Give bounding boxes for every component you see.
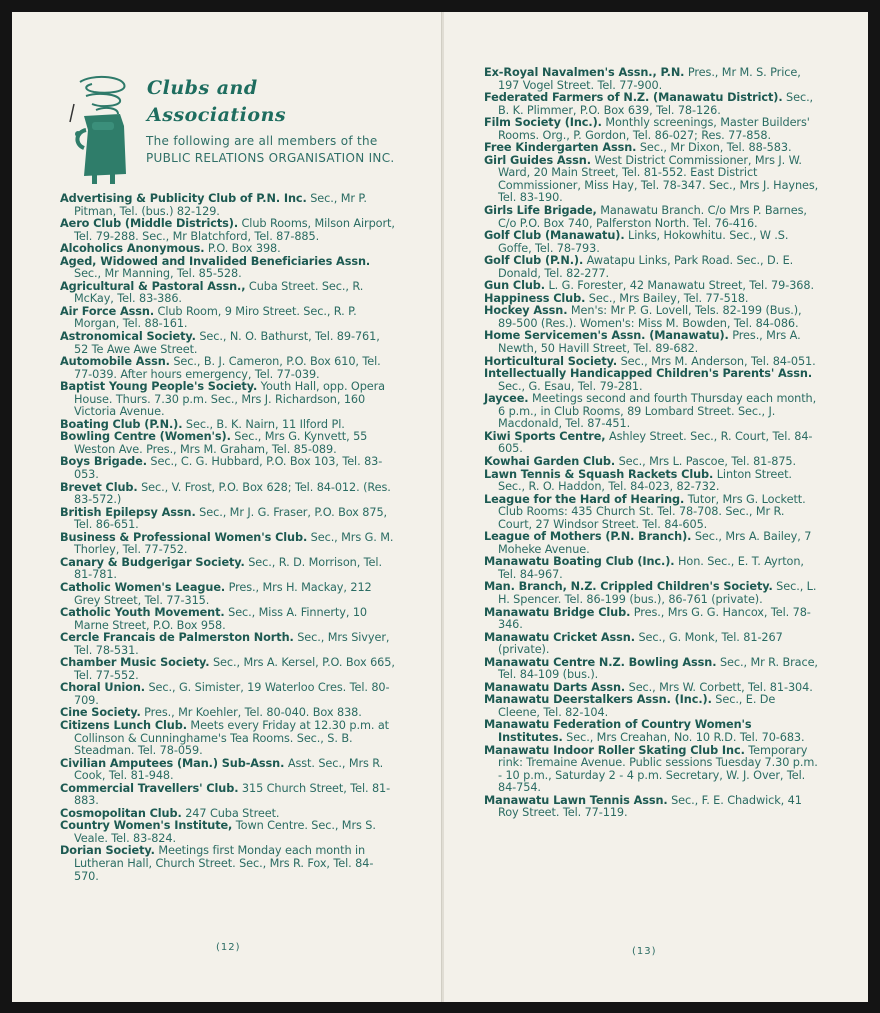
directory-entry — [484, 694, 819, 719]
entry-details: Sec., N. O. Bathurst, Tel. 89-761, 52 Te Awe Awe Street. — [74, 330, 380, 356]
directory-entry — [60, 657, 396, 682]
entry-details: Tutor, Mrs G. Lockett. Club Rooms: 435 Church St. Tel. 78-708. Sec., Mr R. Court, 27 Windsor Street. Tel. 84-605. — [498, 492, 806, 531]
entry-name: Manawatu Federation of Country Women's Institutes. — [484, 718, 752, 744]
heading-line-2: Associations — [147, 104, 287, 126]
entry-name: Commercial Travellers' Club. — [60, 781, 239, 795]
entry-details: Ashley Street. Sec., R. Court, Tel. 84-605. — [498, 429, 813, 456]
right-page — [444, 12, 868, 1002]
entry-details: Sec., G. Monk, Tel. 81-267 (private). — [498, 630, 783, 657]
entry-details: Sec., Mr R. Brace, Tel. 84-109 (bus.). — [498, 655, 818, 682]
directory-entry — [484, 393, 819, 431]
directory-entry — [484, 92, 819, 117]
entry-name: Bowling Centre (Women's). — [60, 430, 231, 444]
directory-entry — [484, 255, 819, 280]
directory-entry — [60, 607, 396, 632]
directory-entry — [60, 482, 396, 507]
directory-entry — [484, 657, 819, 682]
entry-name: Kiwi Sports Centre, — [484, 429, 606, 443]
entry-name: Aged, Widowed and Invalided Beneficiaries Assn. — [60, 254, 371, 268]
entry-name: Girls Life Brigade, — [484, 204, 597, 218]
entry-name: Manawatu Lawn Tennis Assn. — [484, 793, 668, 807]
entry-name: Manawatu Deerstalkers Assn. (Inc.). — [484, 693, 712, 707]
entry-name: Choral Union. — [60, 681, 145, 695]
directory-entry — [60, 783, 396, 808]
entry-details: Sec., F. E. Chadwick, 41 Roy Street. Tel. 77-119. — [498, 793, 802, 820]
entry-details: Sec., Mr Manning, Tel. 85-528. — [74, 267, 242, 281]
entry-name: Cercle Francais de Palmerston North. — [60, 631, 294, 645]
entry-name: Man. Branch, N.Z. Crippled Children's Society. — [484, 580, 773, 594]
entry-name: Manawatu Darts Assn. — [484, 680, 626, 694]
entry-name: Manawatu Cricket Assn. — [484, 630, 635, 644]
directory-entry — [60, 557, 396, 582]
entry-details: Sec., Mrs A. Kersel, P.O. Box 665, Tel. 77-552. — [74, 656, 395, 682]
entry-name: Boys Brigade. — [60, 455, 147, 469]
entry-details: Club Rooms, Milson Airport, Tel. 79-288. Sec., Mr Blatchford, Tel. 87-885. — [74, 217, 395, 243]
entry-details: Sec., B. K. Nairn, 11 Ilford Pl. — [185, 417, 345, 431]
entry-details: Pres., Mrs G. G. Hancox, Tel. 78-346. — [498, 605, 811, 632]
entry-name: Brevet Club. — [60, 480, 138, 494]
entry-name: League for the Hard of Hearing. — [484, 492, 685, 506]
entry-name: Automobile Assn. — [60, 355, 170, 369]
entry-details: Pres., Mrs H. Mackay, 212 Grey Street, Tel. 77-315. — [74, 580, 372, 607]
entry-details: 247 Cuba Street. — [185, 806, 280, 820]
directory-entry — [484, 330, 819, 355]
entry-name: Federated Farmers of N.Z. (Manawatu District). — [484, 91, 783, 105]
directory-entry — [484, 469, 819, 494]
entry-name: Baptist Young People's Society. — [60, 380, 258, 394]
entry-details: Cuba Street. Sec., R. McKay, Tel. 83-386. — [74, 279, 364, 306]
entry-name: Chamber Music Society. — [60, 656, 210, 670]
entry-name: Manawatu Bridge Club. — [484, 605, 631, 619]
directory-entry — [484, 795, 819, 820]
entry-details: Manawatu Branch. C/o Mrs P. Barnes, C/o P.O. Box 740, Palferston North. Tel. 76-416. — [498, 204, 807, 230]
directory-entry — [60, 632, 396, 657]
entry-name: Home Servicemen's Assn. (Manawatu). — [484, 329, 729, 343]
directory-entry — [60, 331, 396, 356]
entry-details: Pres., Mr Koehler, Tel. 80-040. Box 838. — [144, 706, 362, 720]
directory-entry — [484, 205, 819, 230]
heading-line-1: Clubs and — [147, 77, 258, 99]
directory-entry — [60, 381, 396, 419]
entry-name: Citizens Lunch Club. — [60, 718, 187, 732]
entry-name: Cosmopolitan Club. — [60, 806, 182, 820]
left-page — [12, 12, 443, 1002]
entry-details: Sec., B. J. Cameron, P.O. Box 610, Tel. 77-039. After hours emergency, Tel. 77-039. — [74, 355, 381, 381]
entry-details: Meets every Friday at 12.30 p.m. at Collinson & Cunninghame's Tea Rooms. Sec., S. B. Steadman. Tel. 78-059. — [74, 718, 389, 758]
entry-details: Hon. Sec., E. T. Ayrton, Tel. 84-967. — [498, 555, 804, 581]
entry-name: Free Kindergarten Assn. — [484, 141, 637, 155]
entry-details: Sec., Mrs G. M. Thorley, Tel. 77-752. — [74, 530, 394, 557]
entry-details: Sec., Mrs W. Corbett, Tel. 81-304. — [628, 680, 813, 694]
entry-name: Aero Club (Middle Districts). — [60, 217, 239, 231]
entry-name: Golf Club (P.N.). — [484, 254, 584, 268]
directory-entry — [484, 531, 819, 556]
entry-name: Golf Club (Manawatu). — [484, 229, 625, 243]
directory-entry — [60, 431, 396, 456]
directory-entry — [60, 845, 396, 883]
entry-name: Ex-Royal Navalmen's Assn., P.N. — [484, 66, 685, 79]
directory-entry — [60, 193, 396, 218]
entry-details: Sec., Miss A. Finnerty, 10 Marne Street, P.O. Box 958. — [74, 606, 367, 632]
entry-details: Sec., Mrs G. Kynvett, 55 Weston Ave. Pres., Mrs M. Graham, Tel. 85-089. — [74, 430, 368, 456]
page-number-right: (13) — [632, 946, 657, 957]
entry-details: Sec., Mrs Bailey, Tel. 77-518. — [588, 291, 749, 305]
entry-details: Sec., E. De Cleene, Tel. 82-104. — [498, 693, 776, 719]
entry-name: Alcoholics Anonymous. — [60, 242, 205, 256]
directory-entry — [60, 507, 396, 532]
entry-details: Pres., Mrs A. Newth, 50 Havill Street, Tel. 89-682. — [498, 329, 801, 356]
entry-name: Cine Society. — [60, 706, 141, 720]
entry-name: Country Women's Institute, — [60, 819, 233, 833]
entry-details: Temporary rink: Tremaine Avenue. Public sessions Tuesday 7.30 p.m. - 10 p.m., Saturday 2 - 4 p.m. Secretary, W. J. Over, Tel. 84-754. — [498, 743, 818, 795]
entry-details: Sec., V. Frost, P.O. Box 628; Tel. 84-012. (Res. 83-572.) — [74, 480, 391, 507]
entry-details: Sec., Mrs Sivyer, Tel. 78-531. — [74, 631, 390, 657]
entry-details: Linton Street. Sec., R. O. Haddon, Tel. 84-023, 82-732. — [498, 467, 792, 494]
entry-details: Town Centre. Sec., Mrs S. Veale. Tel. 83-824. — [74, 819, 376, 845]
entry-name: Intellectually Handicapped Children's Parents' Assn. — [484, 367, 813, 381]
entry-details: Meetings second and fourth Thursday each month, 6 p.m., in Club Rooms, 89 Lombard Street. Sec., J. Macdonald, Tel. 87-451. — [498, 392, 817, 431]
entry-details: Sec., L. H. Spencer. Tel. 86-199 (bus.), 86-761 (private). — [498, 580, 817, 606]
entry-details: Sec., G. Simister, 19 Waterloo Cres. Tel. 80-709. — [74, 681, 390, 707]
entry-name: Manawatu Indoor Roller Skating Club Inc. — [484, 743, 745, 757]
entry-details: Sec., Mrs M. Anderson, Tel. 84-051. — [620, 354, 816, 368]
entry-details: Sec., C. G. Hubbard, P.O. Box 103, Tel. 83-053. — [74, 455, 383, 482]
entry-details: Sec., G. Esau, Tel. 79-281. — [498, 379, 643, 393]
directory-entry — [484, 230, 819, 255]
entry-details: Pres., Mr M. S. Price, 197 Vogel Street. Tel. 77-900. — [498, 66, 801, 92]
directory-entry — [484, 431, 819, 456]
directory-entry — [484, 368, 819, 393]
entry-details: Sec., Mrs A. Bailey, 7 Moheke Avenue. — [498, 530, 812, 556]
left-entries-list — [60, 193, 396, 883]
entry-name: Civilian Amputees (Man.) Sub-Assn. — [60, 756, 285, 770]
entry-details: Club Room, 9 Miro Street. Sec., R. P. Morgan, Tel. 88-161. — [74, 304, 357, 331]
entry-name: Gun Club. — [484, 279, 545, 293]
entry-details: Sec., Mr Dixon, Tel. 88-583. — [639, 141, 792, 155]
entry-name: Manawatu Centre N.Z. Bowling Assn. — [484, 655, 717, 669]
entry-details: Sec., Mr P. Pitman, Tel. (bus.) 82-129. — [74, 192, 367, 218]
entry-name: Manawatu Boating Club (Inc.). — [484, 555, 675, 569]
entry-name: Advertising & Publicity Club of P.N. Inc. — [60, 192, 307, 205]
directory-entry — [484, 632, 819, 657]
entry-details: 315 Church Street, Tel. 81-883. — [74, 781, 391, 808]
directory-entry — [484, 67, 819, 92]
directory-entry — [484, 117, 819, 142]
entry-details: P.O. Box 398. — [207, 242, 281, 256]
entry-name: Kowhai Garden Club. — [484, 454, 616, 468]
entry-name: Canary & Budgerigar Society. — [60, 555, 245, 569]
directory-entry — [484, 719, 819, 744]
directory-entry — [60, 720, 396, 758]
entry-details: Sec., Mrs Creahan, No. 10 R.D. Tel. 70-683. — [566, 730, 805, 744]
directory-entry — [60, 820, 396, 845]
directory-entry — [60, 218, 396, 243]
entry-details: Sec., B. K. Plimmer, P.O. Box 639, Tel. 78-126. — [498, 91, 814, 117]
entry-details: Sec., R. D. Morrison, Tel. 81-781. — [74, 555, 382, 582]
directory-entry — [484, 155, 819, 205]
directory-entry — [60, 256, 396, 281]
entry-details: Sec., Mr J. G. Fraser, P.O. Box 875, Tel. 86-651. — [74, 505, 388, 532]
directory-entry — [60, 582, 396, 607]
entry-name: Jaycee. — [484, 392, 529, 406]
entry-name: Horticultural Society. — [484, 354, 618, 368]
directory-entry — [60, 682, 396, 707]
entry-name: League of Mothers (P.N. Branch). — [484, 530, 692, 544]
directory-entry — [484, 305, 819, 330]
waiter-teapot-illustration-icon — [62, 74, 134, 186]
entry-name: Hockey Assn. — [484, 304, 568, 318]
directory-entry — [484, 581, 819, 606]
entry-details: Men's: Mr P. G. Lovell, Tels. 82-199 (Bus.), 89-500 (Res.). Women's: Miss M. Bowden, Tel. 84-086. — [498, 304, 802, 330]
entry-details: Links, Hokowhitu. Sec., W .S. Goffe, Tel. 78-793. — [498, 229, 789, 255]
intro-text: The following are all members of the PUBLIC RELATIONS ORGANISATION INC. — [146, 134, 395, 165]
entry-details: Awatapu Links, Park Road. Sec., D. E. Donald, Tel. 82-277. — [498, 254, 794, 280]
entry-name: Catholic Youth Movement. — [60, 606, 225, 620]
entry-details: Asst. Sec., Mrs R. Cook, Tel. 81-948. — [74, 756, 384, 783]
entry-details: L. G. Forester, 42 Manawatu Street, Tel. 79-368. — [548, 279, 814, 293]
entry-name: Girl Guides Assn. — [484, 153, 591, 167]
entry-name: Dorian Society. — [60, 844, 155, 858]
directory-entry — [484, 556, 819, 581]
entry-name: Agricultural & Pastoral Assn., — [60, 279, 246, 293]
directory-entry — [60, 456, 396, 481]
directory-entry — [60, 281, 396, 306]
entry-name: British Epilepsy Assn. — [60, 505, 196, 519]
directory-entry — [484, 494, 819, 532]
page-number-left: (12) — [216, 942, 241, 953]
entry-name: Boating Club (P.N.). — [60, 417, 183, 431]
directory-entry — [484, 745, 819, 795]
directory-entry — [484, 607, 819, 632]
entry-details: Sec., Mrs L. Pascoe, Tel. 81-875. — [618, 454, 796, 468]
directory-entry — [60, 758, 396, 783]
entry-name: Catholic Women's League. — [60, 580, 226, 594]
entry-name: Business & Professional Women's Club. — [60, 530, 308, 544]
entry-details: Youth Hall, opp. Opera House. Thurs. 7.30 p.m. Sec., Mrs J. Richardson, 160 Victoria Avenue. — [74, 380, 385, 419]
directory-entry — [60, 532, 396, 557]
entry-name: Film Society (Inc.). — [484, 116, 602, 130]
directory-entry — [60, 306, 396, 331]
entry-details: West District Commissioner, Mrs J. W. Ward, 20 Main Street, Tel. 81-552. East District Commissioner, Miss Hay, Tel. 78-347. Sec., Mrs J. Haynes, Tel. 83-190. — [498, 153, 819, 205]
entry-name: Happiness Club. — [484, 291, 586, 305]
right-entries-list — [484, 67, 819, 820]
entry-name: Astronomical Society. — [60, 330, 196, 344]
entry-name: Air Force Assn. — [60, 304, 155, 318]
entry-details: Meetings first Monday each month in Lutheran Hall, Church Street. Sec., Mrs R. Fox, Tel. 84-570. — [74, 844, 374, 883]
entry-name: Lawn Tennis & Squash Rackets Club. — [484, 467, 714, 481]
directory-entry — [60, 356, 396, 381]
entry-details: Monthly screenings, Master Builders' Rooms. Org., P. Gordon, Tel. 86-027; Res. 77-858. — [498, 116, 810, 142]
section-heading — [147, 75, 286, 129]
